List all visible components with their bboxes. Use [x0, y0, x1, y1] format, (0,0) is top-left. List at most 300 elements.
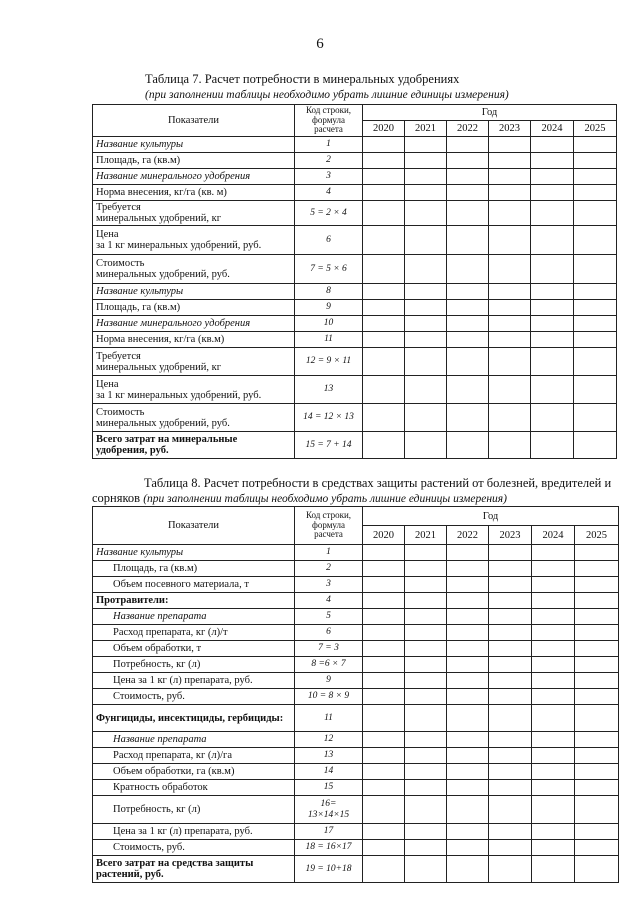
year-cell[interactable] [363, 748, 405, 764]
year-cell[interactable] [447, 185, 489, 201]
year-cell[interactable] [489, 856, 532, 883]
year-cell[interactable] [532, 764, 575, 780]
year-cell[interactable] [405, 673, 447, 689]
year-cell[interactable] [447, 432, 489, 459]
table7-header-year: Год [363, 105, 617, 121]
year-cell[interactable] [489, 432, 531, 459]
year-cell[interactable] [575, 748, 619, 764]
year-cell[interactable] [447, 316, 489, 332]
year-cell[interactable] [575, 705, 619, 732]
year-cell[interactable] [447, 609, 489, 625]
table7-caption-note: (при заполнении таблицы необходимо убрать лишние единицы измерения) [145, 89, 509, 101]
row-label: Норма внесения, кг/га (кв.м) [93, 332, 295, 348]
year-cell[interactable] [363, 226, 405, 255]
table-row [93, 705, 619, 732]
year-cell[interactable] [575, 641, 619, 657]
year-cell[interactable] [405, 689, 447, 705]
row-label: Потребность, кг (л) [93, 657, 295, 673]
table-row [93, 780, 619, 796]
year-cell[interactable] [532, 689, 575, 705]
year-cell[interactable] [489, 153, 531, 169]
year-cell[interactable] [574, 255, 617, 284]
row-label: Всего затрат на средства защиты растений, руб. [93, 856, 295, 883]
year-cell[interactable] [363, 840, 405, 856]
row-code: 17 [295, 824, 363, 840]
year-cell[interactable] [405, 376, 447, 404]
table8-caption-note: (при заполнении таблицы необходимо убрать лишние единицы измерения) [143, 493, 507, 505]
year-cell[interactable] [405, 577, 447, 593]
year-cell[interactable] [405, 641, 447, 657]
year-cell[interactable] [405, 284, 447, 300]
year-cell[interactable] [405, 137, 447, 153]
year-cell[interactable] [531, 169, 574, 185]
year-cell[interactable] [363, 780, 405, 796]
year-cell[interactable] [489, 404, 531, 432]
table-row [93, 284, 617, 300]
table7-year-2023: 2023 [489, 121, 531, 137]
year-cell[interactable] [363, 689, 405, 705]
year-cell[interactable] [405, 185, 447, 201]
year-cell[interactable] [574, 376, 617, 404]
year-cell[interactable] [575, 732, 619, 748]
year-cell[interactable] [405, 780, 447, 796]
year-cell[interactable] [489, 169, 531, 185]
table-row [93, 432, 617, 459]
year-cell[interactable] [532, 657, 575, 673]
row-label: Цена за 1 кг (л) препарата, руб. [93, 673, 295, 689]
year-cell[interactable] [405, 657, 447, 673]
year-cell[interactable] [405, 561, 447, 577]
year-cell[interactable] [405, 316, 447, 332]
year-cell[interactable] [405, 201, 447, 226]
year-cell[interactable] [363, 824, 405, 840]
row-label: Норма внесения, кг/га (кв. м) [93, 185, 295, 201]
year-cell[interactable] [531, 185, 574, 201]
year-cell[interactable] [489, 593, 532, 609]
year-cell[interactable] [405, 796, 447, 824]
year-cell[interactable] [489, 657, 532, 673]
row-label: Название культуры [93, 284, 295, 300]
year-cell[interactable] [489, 577, 532, 593]
year-cell[interactable] [574, 284, 617, 300]
year-cell[interactable] [447, 657, 489, 673]
year-cell[interactable] [363, 376, 405, 404]
year-cell[interactable] [489, 840, 532, 856]
year-cell[interactable] [447, 577, 489, 593]
year-cell[interactable] [531, 255, 574, 284]
row-code: 6 [295, 625, 363, 641]
row-label: Потребность, кг (л) [93, 796, 295, 824]
year-cell[interactable] [531, 300, 574, 316]
table-row [93, 577, 619, 593]
year-cell[interactable] [405, 432, 447, 459]
year-cell[interactable] [405, 255, 447, 284]
year-cell[interactable] [531, 348, 574, 376]
year-cell[interactable] [489, 625, 532, 641]
table-row [93, 689, 619, 705]
row-code: 2 [295, 561, 363, 577]
year-cell[interactable] [363, 185, 405, 201]
year-cell[interactable] [405, 764, 447, 780]
year-cell[interactable] [405, 226, 447, 255]
year-cell[interactable] [447, 705, 489, 732]
table-row [93, 137, 617, 153]
table-row [93, 561, 619, 577]
row-label: Название культуры [93, 137, 295, 153]
row-code: 11 [295, 332, 363, 348]
table7-year-2020: 2020 [363, 121, 405, 137]
year-cell[interactable] [363, 284, 405, 300]
year-cell[interactable] [532, 824, 575, 840]
row-code: 14 = 12 × 13 [295, 404, 363, 432]
row-code: 15 = 7 + 14 [295, 432, 363, 459]
year-cell[interactable] [532, 856, 575, 883]
row-code: 4 [295, 593, 363, 609]
row-code: 14 [295, 764, 363, 780]
table8-year-2024: 2024 [532, 526, 575, 545]
year-cell[interactable] [531, 137, 574, 153]
year-cell[interactable] [405, 153, 447, 169]
row-label: Название минерального удобрения [93, 169, 295, 185]
year-cell[interactable] [532, 840, 575, 856]
year-cell[interactable] [531, 432, 574, 459]
year-cell[interactable] [405, 593, 447, 609]
table-row [93, 748, 619, 764]
year-cell[interactable] [575, 824, 619, 840]
row-label: Стоимость минеральных удобрений, руб. [93, 404, 295, 432]
year-cell[interactable] [363, 593, 405, 609]
year-cell[interactable] [405, 840, 447, 856]
year-cell[interactable] [363, 764, 405, 780]
year-cell[interactable] [447, 376, 489, 404]
year-cell[interactable] [575, 780, 619, 796]
table8-year-2025: 2025 [575, 526, 619, 545]
year-cell[interactable] [405, 824, 447, 840]
year-cell[interactable] [363, 432, 405, 459]
year-cell[interactable] [489, 641, 532, 657]
year-cell[interactable] [447, 561, 489, 577]
table7-year-2021: 2021 [405, 121, 447, 137]
year-cell[interactable] [447, 169, 489, 185]
year-cell[interactable] [574, 432, 617, 459]
year-cell[interactable] [532, 609, 575, 625]
year-cell[interactable] [447, 780, 489, 796]
year-cell[interactable] [447, 545, 489, 561]
table-row [93, 593, 619, 609]
row-label: Фунгициды, инсектициды, гербициды: [93, 705, 295, 732]
year-cell[interactable] [363, 255, 405, 284]
row-label: Название культуры [93, 545, 295, 561]
table-row [93, 226, 617, 255]
year-cell[interactable] [532, 577, 575, 593]
table-row [93, 609, 619, 625]
year-cell[interactable] [405, 705, 447, 732]
year-cell[interactable] [363, 545, 405, 561]
year-cell[interactable] [363, 657, 405, 673]
year-cell[interactable] [447, 641, 489, 657]
row-label: Площадь, га (кв.м) [93, 300, 295, 316]
year-cell[interactable] [575, 689, 619, 705]
row-label: Расход препарата, кг (л)/га [93, 748, 295, 764]
year-cell[interactable] [489, 137, 531, 153]
year-cell[interactable] [405, 748, 447, 764]
year-cell[interactable] [405, 732, 447, 748]
table-row [93, 201, 617, 226]
year-cell[interactable] [532, 796, 575, 824]
year-cell[interactable] [447, 732, 489, 748]
year-cell[interactable] [363, 577, 405, 593]
year-cell[interactable] [575, 673, 619, 689]
year-cell[interactable] [575, 561, 619, 577]
year-cell[interactable] [575, 657, 619, 673]
year-cell[interactable] [489, 609, 532, 625]
year-cell[interactable] [489, 673, 532, 689]
row-code: 19 = 10+18 [295, 856, 363, 883]
row-label: Название препарата [93, 732, 295, 748]
year-cell[interactable] [447, 593, 489, 609]
year-cell[interactable] [447, 840, 489, 856]
year-cell[interactable] [405, 348, 447, 376]
year-cell[interactable] [363, 673, 405, 689]
table7-year-2022: 2022 [447, 121, 489, 137]
table7 [92, 104, 617, 459]
table-row [93, 625, 619, 641]
year-cell[interactable] [574, 332, 617, 348]
year-cell[interactable] [489, 316, 531, 332]
year-cell[interactable] [575, 840, 619, 856]
row-code: 10 [295, 316, 363, 332]
year-cell[interactable] [574, 169, 617, 185]
table-row [93, 764, 619, 780]
year-cell[interactable] [489, 561, 532, 577]
row-label: Требуется минеральных удобрений, кг [93, 201, 295, 226]
year-cell[interactable] [489, 780, 532, 796]
year-cell[interactable] [531, 332, 574, 348]
year-cell[interactable] [447, 748, 489, 764]
year-cell[interactable] [363, 732, 405, 748]
year-cell[interactable] [447, 764, 489, 780]
year-cell[interactable] [447, 201, 489, 226]
year-cell[interactable] [575, 593, 619, 609]
row-code: 12 [295, 732, 363, 748]
year-cell[interactable] [405, 300, 447, 316]
year-cell[interactable] [363, 641, 405, 657]
year-cell[interactable] [532, 748, 575, 764]
year-cell[interactable] [575, 577, 619, 593]
year-cell[interactable] [363, 316, 405, 332]
year-cell[interactable] [405, 169, 447, 185]
table-row [93, 840, 619, 856]
year-cell[interactable] [574, 137, 617, 153]
row-code: 15 [295, 780, 363, 796]
year-cell[interactable] [405, 332, 447, 348]
table8-caption [92, 476, 618, 507]
year-cell[interactable] [531, 201, 574, 226]
year-cell[interactable] [447, 673, 489, 689]
table8 [92, 506, 619, 883]
year-cell[interactable] [532, 732, 575, 748]
year-cell[interactable] [405, 625, 447, 641]
year-cell[interactable] [447, 226, 489, 255]
year-cell[interactable] [363, 332, 405, 348]
table-row [93, 856, 619, 883]
row-code: 4 [295, 185, 363, 201]
year-cell[interactable] [363, 137, 405, 153]
year-cell[interactable] [532, 780, 575, 796]
table-row [93, 824, 619, 840]
year-cell[interactable] [447, 255, 489, 284]
year-cell[interactable] [447, 856, 489, 883]
year-cell[interactable] [575, 796, 619, 824]
year-cell[interactable] [405, 856, 447, 883]
page-number: 6 [316, 36, 324, 52]
table-row [93, 732, 619, 748]
year-cell[interactable] [447, 284, 489, 300]
year-cell[interactable] [447, 404, 489, 432]
year-cell[interactable] [532, 673, 575, 689]
year-cell[interactable] [574, 226, 617, 255]
year-cell[interactable] [363, 625, 405, 641]
year-cell[interactable] [574, 316, 617, 332]
year-cell[interactable] [532, 561, 575, 577]
year-cell[interactable] [489, 764, 532, 780]
year-cell[interactable] [574, 404, 617, 432]
year-cell[interactable] [531, 316, 574, 332]
row-label: Цена за 1 кг минеральных удобрений, руб. [93, 376, 295, 404]
year-cell[interactable] [489, 796, 532, 824]
row-label: Объем обработки, т [93, 641, 295, 657]
year-cell[interactable] [574, 348, 617, 376]
table-row [93, 332, 617, 348]
year-cell[interactable] [489, 185, 531, 201]
year-cell[interactable] [532, 625, 575, 641]
year-cell[interactable] [363, 404, 405, 432]
row-label: Стоимость, руб. [93, 840, 295, 856]
year-cell[interactable] [532, 545, 575, 561]
year-cell[interactable] [363, 300, 405, 316]
year-cell[interactable] [489, 226, 531, 255]
year-cell[interactable] [447, 332, 489, 348]
row-code: 3 [295, 169, 363, 185]
year-cell[interactable] [575, 609, 619, 625]
table-row [93, 796, 619, 824]
year-cell[interactable] [363, 153, 405, 169]
table-row [93, 185, 617, 201]
year-cell[interactable] [489, 376, 531, 404]
year-cell[interactable] [574, 201, 617, 226]
row-code: 10 = 8 × 9 [295, 689, 363, 705]
year-cell[interactable] [363, 609, 405, 625]
year-cell[interactable] [489, 689, 532, 705]
year-cell[interactable] [447, 689, 489, 705]
year-cell[interactable] [363, 705, 405, 732]
year-cell[interactable] [489, 824, 532, 840]
row-code: 7 = 3 [295, 641, 363, 657]
year-cell[interactable] [531, 153, 574, 169]
year-cell[interactable] [363, 561, 405, 577]
row-label: Протравители: [93, 593, 295, 609]
year-cell[interactable] [447, 300, 489, 316]
year-cell[interactable] [532, 641, 575, 657]
row-code: 16= 13×14×15 [295, 796, 363, 824]
row-code: 1 [295, 545, 363, 561]
row-code: 6 [295, 226, 363, 255]
year-cell[interactable] [489, 732, 532, 748]
year-cell[interactable] [447, 625, 489, 641]
row-label: Площадь, га (кв.м) [93, 153, 295, 169]
year-cell[interactable] [489, 705, 532, 732]
year-cell[interactable] [575, 856, 619, 883]
year-cell[interactable] [489, 300, 531, 316]
year-cell[interactable] [531, 404, 574, 432]
table-row [93, 316, 617, 332]
year-cell[interactable] [489, 201, 531, 226]
row-code: 5 = 2 × 4 [295, 201, 363, 226]
year-cell[interactable] [363, 169, 405, 185]
year-cell[interactable] [363, 348, 405, 376]
year-cell[interactable] [531, 226, 574, 255]
year-cell[interactable] [363, 856, 405, 883]
year-cell[interactable] [489, 332, 531, 348]
year-cell[interactable] [574, 153, 617, 169]
year-cell[interactable] [447, 153, 489, 169]
row-code: 9 [295, 673, 363, 689]
table-row [93, 545, 619, 561]
year-cell[interactable] [574, 185, 617, 201]
year-cell[interactable] [531, 376, 574, 404]
table-row [93, 376, 617, 404]
table8-year-2023: 2023 [489, 526, 532, 545]
year-cell[interactable] [447, 348, 489, 376]
year-cell[interactable] [405, 404, 447, 432]
year-cell[interactable] [532, 705, 575, 732]
row-label: Всего затрат на минеральные удобрения, руб. [93, 432, 295, 459]
table-row [93, 657, 619, 673]
year-cell[interactable] [447, 824, 489, 840]
table8-year-2020: 2020 [363, 526, 405, 545]
table7-year-2024: 2024 [531, 121, 574, 137]
year-cell[interactable] [489, 284, 531, 300]
year-cell[interactable] [447, 796, 489, 824]
year-cell[interactable] [489, 255, 531, 284]
row-code: 18 = 16×17 [295, 840, 363, 856]
table8-header-year: Год [363, 507, 619, 526]
year-cell[interactable] [363, 201, 405, 226]
year-cell[interactable] [489, 748, 532, 764]
year-cell[interactable] [447, 137, 489, 153]
table7-caption-title: Таблица 7. Расчет потребности в минеральных удобрениях [145, 72, 460, 86]
year-cell[interactable] [575, 545, 619, 561]
table-row [93, 300, 617, 316]
table-row [93, 641, 619, 657]
year-cell[interactable] [405, 609, 447, 625]
row-label: Цена за 1 кг (л) препарата, руб. [93, 824, 295, 840]
year-cell[interactable] [363, 796, 405, 824]
year-cell[interactable] [531, 284, 574, 300]
year-cell[interactable] [575, 625, 619, 641]
year-cell[interactable] [489, 348, 531, 376]
row-label: Расход препарата, кг (л)/т [93, 625, 295, 641]
year-cell[interactable] [575, 764, 619, 780]
table7-header-code: Код строки, формула расчета [295, 105, 363, 137]
row-code: 12 = 9 × 11 [295, 348, 363, 376]
row-label: Объем посевного материала, т [93, 577, 295, 593]
year-cell[interactable] [489, 545, 532, 561]
year-cell[interactable] [405, 545, 447, 561]
year-cell[interactable] [532, 593, 575, 609]
row-code: 2 [295, 153, 363, 169]
year-cell[interactable] [574, 300, 617, 316]
